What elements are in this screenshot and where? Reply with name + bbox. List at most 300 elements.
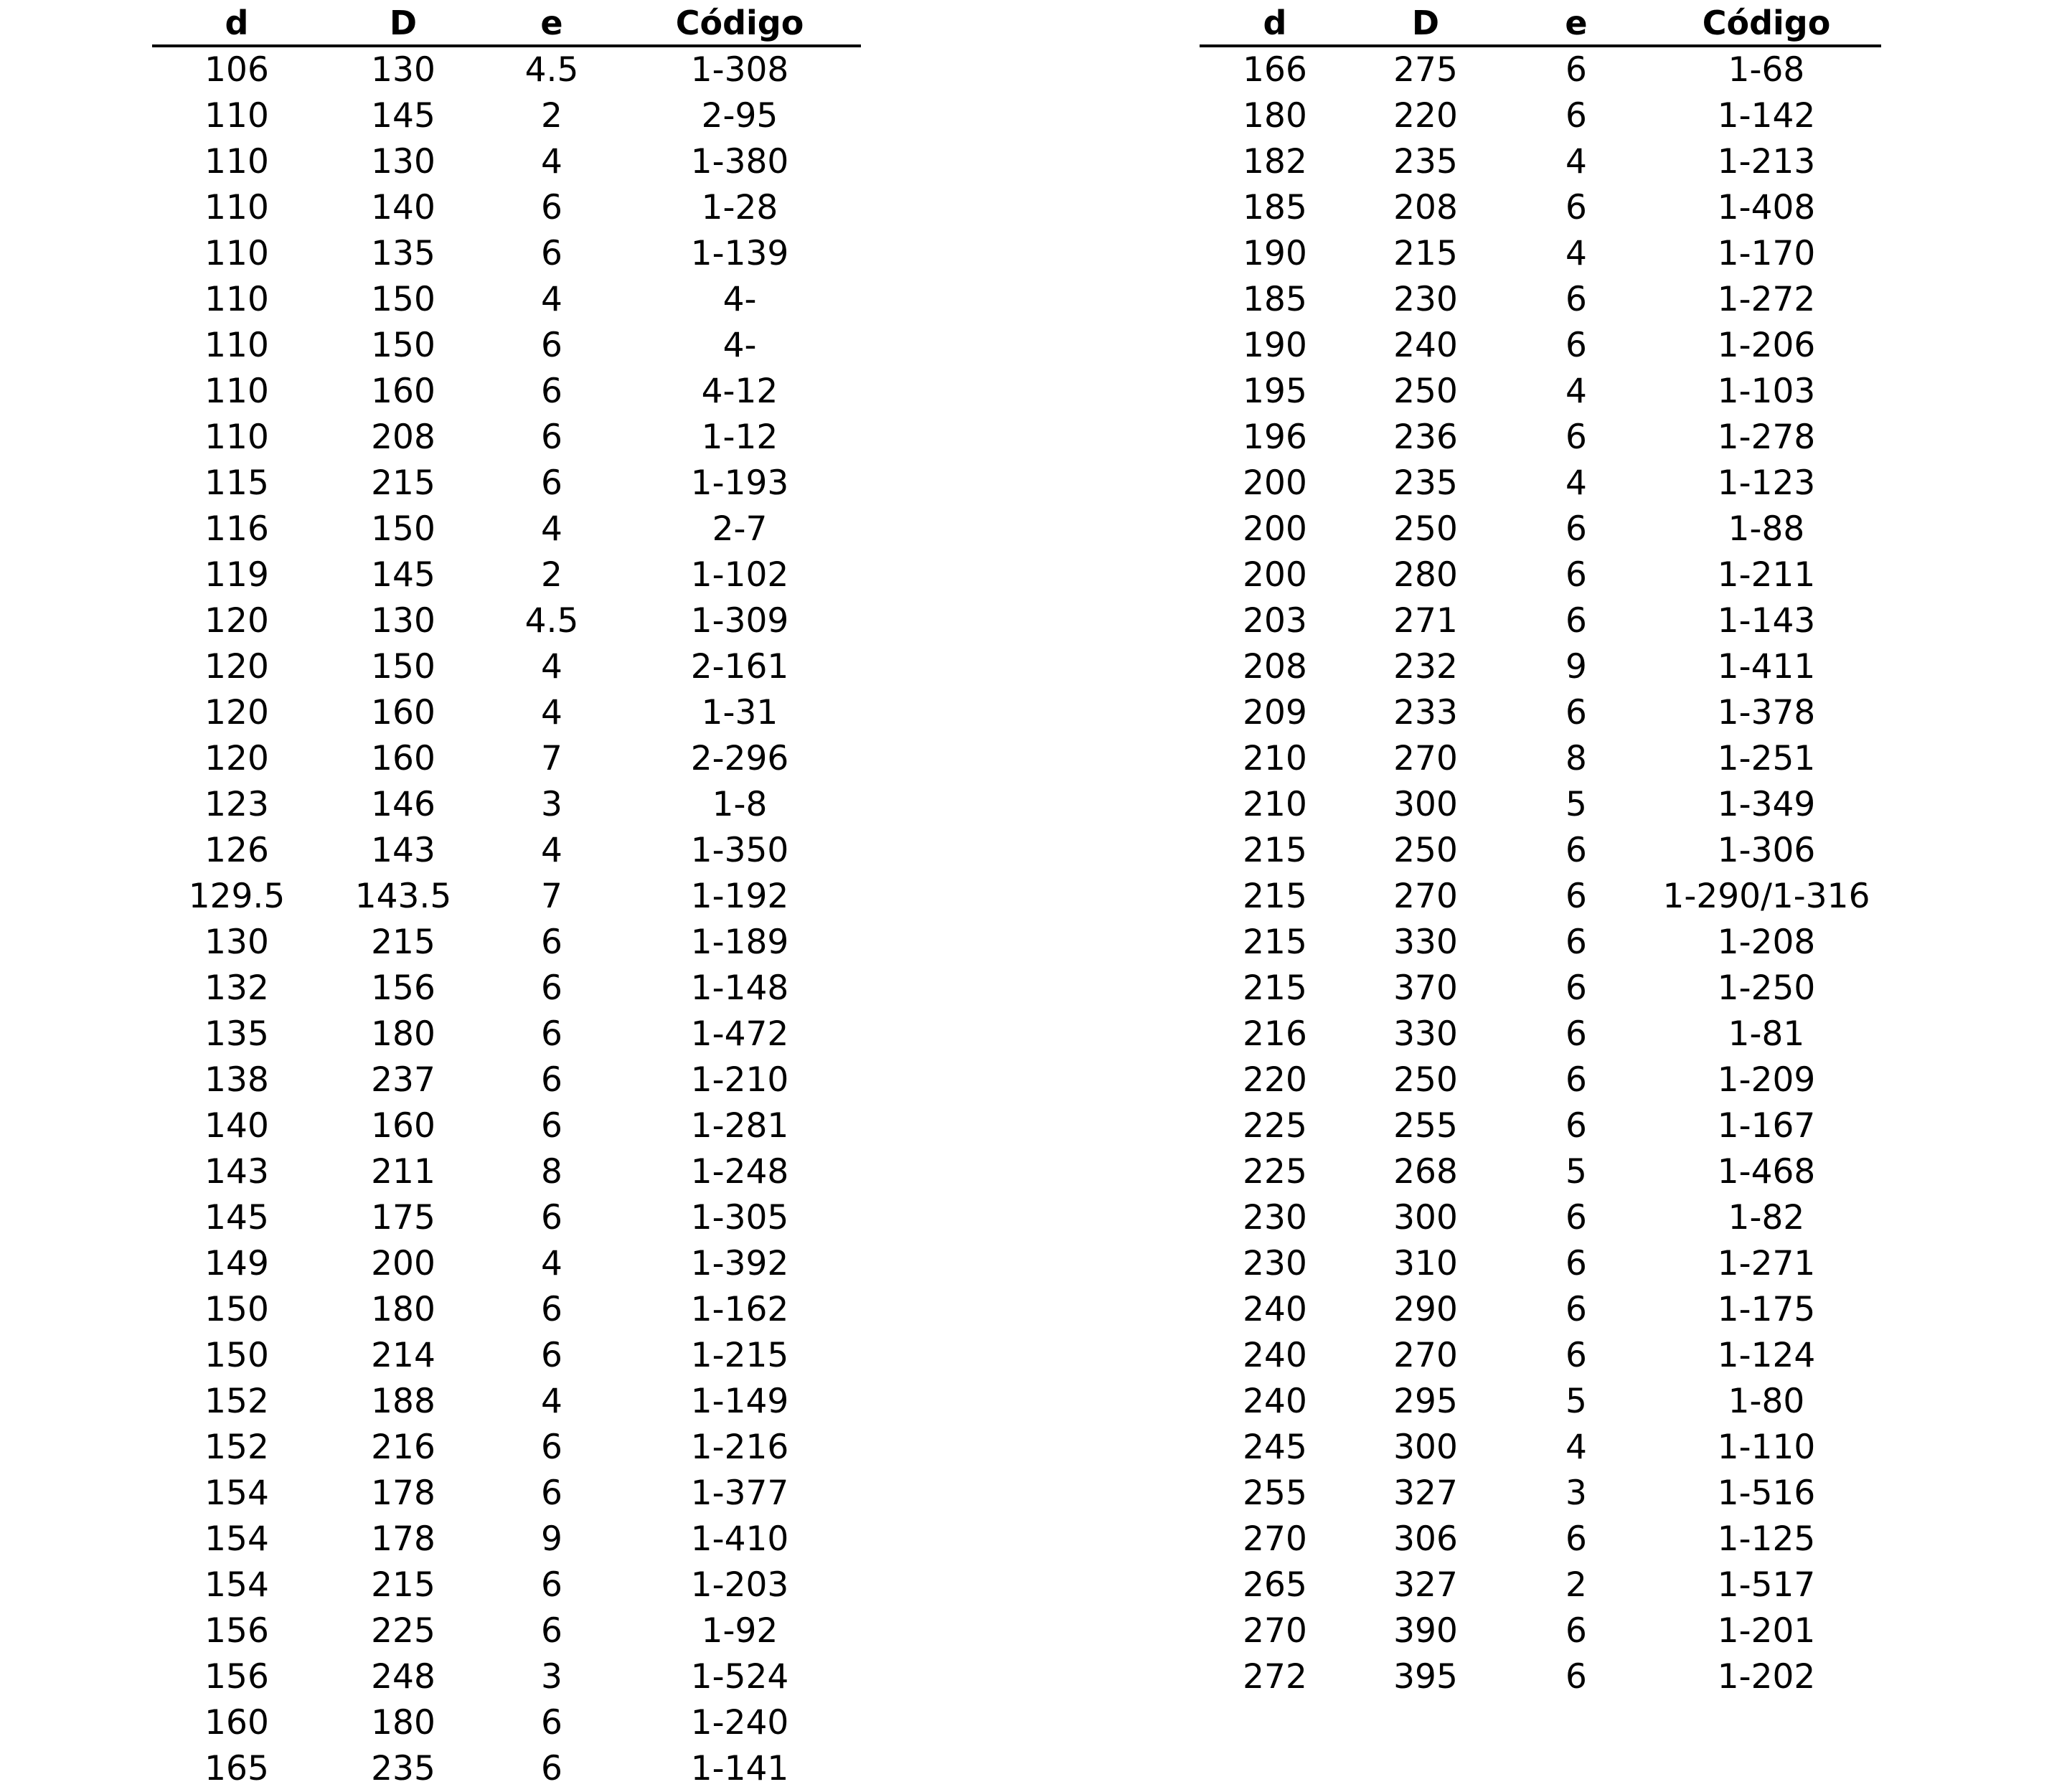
table-row: [1200, 1287, 1881, 1333]
cell-codigo: 1-31: [701, 693, 778, 732]
cell-codigo: 1-408: [1717, 188, 1816, 227]
cell-codigo: 1-123: [1717, 463, 1816, 503]
cell-d: 150: [204, 1290, 269, 1329]
cell-e: 6: [1565, 555, 1587, 595]
table-row: [152, 1333, 861, 1379]
cell-D: 327: [1393, 1473, 1458, 1513]
table-row: [152, 920, 861, 966]
cell-d: 143: [204, 1152, 269, 1192]
cell-e: 6: [541, 1014, 562, 1054]
cell-e: 6: [541, 1106, 562, 1146]
cell-codigo: 1-149: [690, 1382, 789, 1421]
cell-d: 166: [1243, 50, 1307, 90]
table-row: [152, 644, 861, 690]
cell-codigo: 1-306: [1717, 831, 1816, 870]
cell-codigo: 1-170: [1717, 234, 1816, 273]
cell-e: 4.5: [524, 50, 579, 90]
cell-codigo: 1-139: [690, 234, 789, 273]
cell-e: 6: [1565, 1060, 1587, 1100]
cell-d: 115: [204, 463, 269, 503]
table-row: [1200, 644, 1881, 690]
cell-d: 120: [204, 647, 269, 687]
cell-codigo: 1-350: [690, 831, 789, 870]
cell-D: 250: [1393, 1060, 1458, 1100]
cell-D: 327: [1393, 1565, 1458, 1605]
cell-D: 146: [371, 785, 435, 824]
cell-D: 275: [1393, 50, 1458, 90]
cell-e: 6: [541, 1473, 562, 1513]
table-row: [152, 1149, 861, 1195]
cell-d: 110: [204, 234, 269, 273]
table-row: [152, 185, 861, 231]
cell-d: 140: [204, 1106, 269, 1146]
cell-D: 211: [371, 1152, 435, 1192]
cell-D: 140: [371, 188, 435, 227]
cell-codigo: 1-28: [701, 188, 778, 227]
cell-e: 6: [1565, 1106, 1587, 1146]
table-row: [1200, 782, 1881, 828]
cell-codigo: 1-380: [690, 142, 789, 181]
table-row: [1200, 1011, 1881, 1057]
cell-D: 395: [1393, 1657, 1458, 1697]
cell-e: 4: [1565, 372, 1587, 411]
cell-d: 225: [1243, 1106, 1307, 1146]
cell-e: 6: [1565, 601, 1587, 641]
cell-D: 248: [371, 1657, 435, 1697]
table-row: [1200, 598, 1881, 644]
cell-d: 116: [204, 509, 269, 549]
cell-e: 6: [1565, 693, 1587, 732]
cell-d: 152: [204, 1428, 269, 1467]
cell-D: 130: [371, 601, 435, 641]
cell-d: 110: [204, 280, 269, 319]
cell-d: 120: [204, 693, 269, 732]
cell-e: 2: [541, 555, 562, 595]
cell-codigo: 1-308: [690, 50, 789, 90]
cell-D: 143.5: [354, 877, 452, 916]
data-table-right: [1200, 0, 1881, 1700]
cell-d: 152: [204, 1382, 269, 1421]
cell-e: 6: [541, 968, 562, 1008]
table-row: [152, 506, 861, 552]
cell-codigo: 1-251: [1717, 739, 1816, 778]
cell-e: 6: [541, 1336, 562, 1375]
cell-codigo: 4-12: [701, 372, 778, 411]
cell-D: 143: [371, 831, 435, 870]
cell-codigo: 1-378: [1717, 693, 1816, 732]
cell-e: 6: [1565, 418, 1587, 457]
cell-d: 185: [1243, 188, 1307, 227]
cell-e: 6: [541, 372, 562, 411]
cell-d: 156: [204, 1611, 269, 1651]
table-row: [152, 1425, 861, 1471]
cell-d: 150: [204, 1336, 269, 1375]
cell-e: 7: [541, 877, 562, 916]
cell-d: 215: [1243, 968, 1307, 1008]
cell-D: 390: [1393, 1611, 1458, 1651]
cell-codigo: 2-95: [701, 96, 778, 136]
table-row: [1200, 415, 1881, 461]
cell-codigo: 1-208: [1717, 923, 1816, 962]
table-row: [1200, 1149, 1881, 1195]
table-row: [152, 1241, 861, 1287]
table-row: [152, 231, 861, 277]
cell-codigo: 1-250: [1717, 968, 1816, 1008]
cell-codigo: 1-141: [690, 1749, 789, 1788]
cell-codigo: 1-81: [1728, 1014, 1805, 1054]
cell-e: 6: [1565, 1657, 1587, 1697]
table-row: [152, 139, 861, 185]
cell-d: 210: [1243, 739, 1307, 778]
cell-codigo: 4-: [722, 326, 757, 365]
table-row: [1200, 506, 1881, 552]
cell-d: 240: [1243, 1290, 1307, 1329]
cell-D: 295: [1393, 1382, 1458, 1421]
cell-D: 180: [371, 1290, 435, 1329]
cell-codigo: 1-143: [1717, 601, 1816, 641]
cell-codigo: 1-517: [1717, 1565, 1816, 1605]
cell-D: 270: [1393, 739, 1458, 778]
cell-D: 215: [1393, 234, 1458, 273]
cell-d: 180: [1243, 96, 1307, 136]
cell-codigo: 1-410: [690, 1519, 789, 1559]
table-row: [1200, 1379, 1881, 1425]
cell-codigo: 4-: [722, 280, 757, 319]
cell-e: 4: [541, 831, 562, 870]
table-row: [152, 1287, 861, 1333]
table-row: [152, 93, 861, 139]
cell-d: 160: [204, 1703, 269, 1743]
cell-D: 370: [1393, 968, 1458, 1008]
table-row: [152, 1011, 861, 1057]
table-row: [1200, 1562, 1881, 1608]
cell-D: 220: [1393, 96, 1458, 136]
data-table-left: [152, 0, 861, 1792]
cell-e: 5: [1565, 785, 1587, 824]
cell-d: 220: [1243, 1060, 1307, 1100]
cell-d: 182: [1243, 142, 1307, 181]
cell-codigo: 1-167: [1717, 1106, 1816, 1146]
cell-e: 6: [1565, 50, 1587, 90]
cell-d: 185: [1243, 280, 1307, 319]
table-row: [1200, 1241, 1881, 1287]
cell-e: 9: [541, 1519, 562, 1559]
table-row: [152, 690, 861, 736]
cell-codigo: 1-8: [712, 785, 768, 824]
cell-d: 110: [204, 418, 269, 457]
table-row: [152, 874, 861, 920]
cell-D: 145: [371, 555, 435, 595]
cell-D: 230: [1393, 280, 1458, 319]
table-row: [1200, 461, 1881, 506]
cell-D: 216: [371, 1428, 435, 1467]
cell-D: 200: [371, 1244, 435, 1283]
cell-d: 196: [1243, 418, 1307, 457]
cell-D: 130: [371, 50, 435, 90]
cell-D: 145: [371, 96, 435, 136]
cell-codigo: 1-248: [690, 1152, 789, 1192]
cell-d: 230: [1243, 1244, 1307, 1283]
table-row: [152, 736, 861, 782]
cell-codigo: 1-110: [1717, 1428, 1816, 1467]
header-d: d: [1200, 0, 1350, 46]
table-row: [1200, 231, 1881, 277]
cell-d: 265: [1243, 1565, 1307, 1605]
cell-e: 3: [541, 785, 562, 824]
table-row: [152, 415, 861, 461]
cell-d: 154: [204, 1519, 269, 1559]
cell-codigo: 1-271: [1717, 1244, 1816, 1283]
cell-D: 270: [1393, 877, 1458, 916]
cell-D: 232: [1393, 647, 1458, 687]
cell-codigo: 1-377: [690, 1473, 789, 1513]
table-row: [152, 1700, 861, 1746]
cell-D: 300: [1393, 1428, 1458, 1467]
cell-e: 6: [541, 1060, 562, 1100]
table-row: [1200, 1057, 1881, 1103]
table-row: [1200, 185, 1881, 231]
cell-d: 209: [1243, 693, 1307, 732]
table-row: [1200, 1471, 1881, 1517]
cell-e: 4: [1565, 234, 1587, 273]
cell-d: 216: [1243, 1014, 1307, 1054]
cell-e: 2: [541, 96, 562, 136]
cell-e: 7: [541, 739, 562, 778]
cell-codigo: 1-309: [690, 601, 789, 641]
cell-d: 110: [204, 372, 269, 411]
cell-e: 6: [1565, 1244, 1587, 1283]
cell-codigo: 1-216: [690, 1428, 789, 1467]
cell-d: 120: [204, 739, 269, 778]
cell-D: 160: [371, 739, 435, 778]
cell-d: 190: [1243, 234, 1307, 273]
cell-e: 6: [1565, 326, 1587, 365]
cell-e: 4: [1565, 463, 1587, 503]
cell-d: 215: [1243, 831, 1307, 870]
cell-d: 130: [204, 923, 269, 962]
cell-e: 6: [541, 326, 562, 365]
table-row: [1200, 1654, 1881, 1700]
table-row: [152, 1103, 861, 1149]
cell-d: 132: [204, 968, 269, 1008]
cell-e: 8: [541, 1152, 562, 1192]
cell-codigo: 1-92: [701, 1611, 778, 1651]
cell-d: 154: [204, 1565, 269, 1605]
cell-e: 6: [1565, 1290, 1587, 1329]
cell-D: 235: [1393, 142, 1458, 181]
header-codigo: Código: [1652, 0, 1881, 46]
table-row: [152, 277, 861, 323]
cell-d: 208: [1243, 647, 1307, 687]
cell-codigo: 1-103: [1717, 372, 1816, 411]
table-row: [152, 1057, 861, 1103]
table-row: [1200, 1195, 1881, 1241]
cell-e: 4: [541, 280, 562, 319]
cell-D: 236: [1393, 418, 1458, 457]
table-row: [152, 598, 861, 644]
table-row: [152, 552, 861, 598]
cell-codigo: 1-392: [690, 1244, 789, 1283]
cell-e: 6: [1565, 96, 1587, 136]
cell-e: 6: [541, 1565, 562, 1605]
cell-e: 6: [1565, 280, 1587, 319]
table-row: [152, 369, 861, 415]
table-row: [1200, 552, 1881, 598]
cell-e: 6: [541, 234, 562, 273]
cell-e: 6: [1565, 1198, 1587, 1237]
table-row: [1200, 1425, 1881, 1471]
cell-D: 178: [371, 1519, 435, 1559]
cell-d: 210: [1243, 785, 1307, 824]
cell-d: 195: [1243, 372, 1307, 411]
cell-codigo: 1-162: [690, 1290, 789, 1329]
cell-e: 9: [1565, 647, 1587, 687]
cell-d: 110: [204, 326, 269, 365]
table-row: [1200, 369, 1881, 415]
table-row: [1200, 874, 1881, 920]
cell-D: 130: [371, 142, 435, 181]
header-e: e: [485, 0, 618, 46]
cell-codigo: 1-175: [1717, 1290, 1816, 1329]
cell-codigo: 1-209: [1717, 1060, 1816, 1100]
cell-D: 178: [371, 1473, 435, 1513]
cell-D: 330: [1393, 1014, 1458, 1054]
cell-codigo: 1-202: [1717, 1657, 1816, 1697]
cell-codigo: 1-68: [1728, 50, 1805, 90]
cell-d: 203: [1243, 601, 1307, 641]
cell-e: 6: [1565, 188, 1587, 227]
cell-d: 200: [1243, 509, 1307, 549]
cell-codigo: 1-411: [1717, 647, 1816, 687]
cell-e: 6: [1565, 831, 1587, 870]
table-row: [1200, 139, 1881, 185]
table-row: [152, 1471, 861, 1517]
cell-D: 150: [371, 280, 435, 319]
cell-codigo: 1-472: [690, 1014, 789, 1054]
cell-codigo: 1-240: [690, 1703, 789, 1743]
cell-codigo: 1-468: [1717, 1152, 1816, 1192]
cell-d: 156: [204, 1657, 269, 1697]
cell-codigo: 1-201: [1717, 1611, 1816, 1651]
cell-codigo: 1-142: [1717, 96, 1816, 136]
cell-codigo: 1-516: [1717, 1473, 1816, 1513]
table-row: [152, 966, 861, 1011]
table-row: [152, 828, 861, 874]
cell-codigo: 2-7: [712, 509, 768, 549]
cell-e: 6: [541, 463, 562, 503]
cell-D: 235: [371, 1749, 435, 1788]
table-row: [1200, 690, 1881, 736]
cell-D: 235: [1393, 463, 1458, 503]
header-row: [1200, 0, 1881, 46]
table-row: [1200, 323, 1881, 369]
cell-d: 270: [1243, 1519, 1307, 1559]
cell-D: 240: [1393, 326, 1458, 365]
cell-D: 160: [371, 372, 435, 411]
cell-codigo: 1-211: [1717, 555, 1816, 595]
cell-e: 6: [1565, 877, 1587, 916]
table-row: [1200, 1333, 1881, 1379]
cell-D: 225: [371, 1611, 435, 1651]
cell-D: 280: [1393, 555, 1458, 595]
cell-d: 272: [1243, 1657, 1307, 1697]
cell-codigo: 1-349: [1717, 785, 1816, 824]
cell-D: 250: [1393, 831, 1458, 870]
cell-d: 106: [204, 50, 269, 90]
cell-e: 6: [1565, 509, 1587, 549]
table-row: [1200, 277, 1881, 323]
cell-D: 250: [1393, 509, 1458, 549]
cell-d: 138: [204, 1060, 269, 1100]
cell-D: 180: [371, 1703, 435, 1743]
cell-e: 4: [541, 1382, 562, 1421]
cell-codigo: 1-102: [690, 555, 789, 595]
cell-e: 6: [541, 418, 562, 457]
cell-codigo: 1-124: [1717, 1336, 1816, 1375]
cell-e: 6: [541, 923, 562, 962]
table-row: [1200, 46, 1881, 93]
cell-D: 150: [371, 647, 435, 687]
cell-codigo: 1-125: [1717, 1519, 1816, 1559]
cell-e: 5: [1565, 1152, 1587, 1192]
cell-D: 255: [1393, 1106, 1458, 1146]
cell-D: 330: [1393, 923, 1458, 962]
cell-codigo: 1-189: [690, 923, 789, 962]
cell-codigo: 1-290/1-316: [1662, 877, 1870, 916]
cell-e: 2: [1565, 1565, 1587, 1605]
cell-codigo: 1-281: [690, 1106, 789, 1146]
cell-codigo: 1-305: [690, 1198, 789, 1237]
cell-D: 233: [1393, 693, 1458, 732]
header-d: d: [152, 0, 321, 46]
table-row: [152, 1608, 861, 1654]
cell-D: 215: [371, 1565, 435, 1605]
cell-e: 6: [541, 1749, 562, 1788]
cell-e: 6: [1565, 923, 1587, 962]
cell-e: 6: [1565, 968, 1587, 1008]
cell-d: 165: [204, 1749, 269, 1788]
cell-d: 135: [204, 1014, 269, 1054]
cell-codigo: 1-210: [690, 1060, 789, 1100]
cell-D: 208: [1393, 188, 1458, 227]
cell-D: 290: [1393, 1290, 1458, 1329]
cell-e: 4: [541, 693, 562, 732]
header-row: [152, 0, 861, 46]
cell-codigo: 1-192: [690, 877, 789, 916]
cell-codigo: 1-80: [1728, 1382, 1805, 1421]
cell-d: 119: [204, 555, 269, 595]
cell-d: 129.5: [188, 877, 286, 916]
cell-d: 154: [204, 1473, 269, 1513]
cell-e: 6: [541, 188, 562, 227]
cell-d: 240: [1243, 1382, 1307, 1421]
cell-e: 6: [541, 1198, 562, 1237]
cell-e: 6: [541, 1428, 562, 1467]
cell-d: 120: [204, 601, 269, 641]
cell-D: 300: [1393, 785, 1458, 824]
cell-D: 214: [371, 1336, 435, 1375]
table-row: [152, 323, 861, 369]
cell-D: 271: [1393, 601, 1458, 641]
cell-D: 160: [371, 693, 435, 732]
cell-D: 208: [371, 418, 435, 457]
cell-D: 270: [1393, 1336, 1458, 1375]
table-row: [152, 1195, 861, 1241]
cell-e: 3: [541, 1657, 562, 1697]
cell-D: 215: [371, 923, 435, 962]
table-row: [152, 1562, 861, 1608]
cell-codigo: 1-524: [690, 1657, 789, 1697]
